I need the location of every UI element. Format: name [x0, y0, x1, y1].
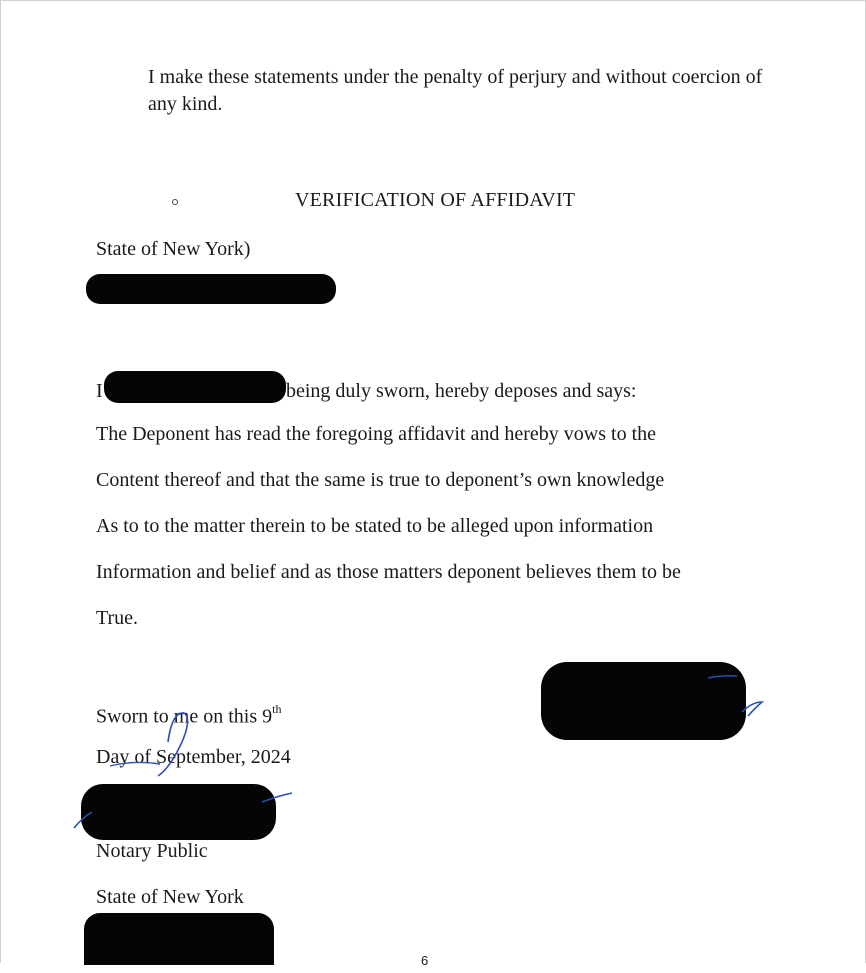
deponent-prefix: I	[96, 380, 103, 402]
redaction-notary-stamp	[84, 913, 274, 965]
intro-statement: I make these statements under the penalty of perjury and without coercion of any kind.	[148, 66, 763, 115]
body-line: Information and belief and as those matters deponent believes them to be	[96, 561, 681, 583]
redaction-deponent-name	[104, 371, 286, 403]
deponent-suffix: being duly sworn, hereby deposes and says:	[286, 380, 637, 402]
redaction-deponent-signature	[541, 662, 746, 740]
state-venue-line: State of New York)	[96, 238, 251, 260]
notary-title: Notary Public	[96, 840, 208, 862]
page-number: 6	[421, 953, 429, 968]
notary-state: State of New York	[96, 886, 244, 908]
sworn-month-year: Day of September, 2024	[96, 746, 291, 768]
body-line: The Deponent has read the foregoing affidavit and hereby vows to the	[96, 423, 656, 445]
sworn-date-line	[96, 699, 281, 729]
body-line: As to to the matter therein to be stated to be alleged upon information	[96, 515, 654, 537]
redaction-notary-signature	[81, 784, 276, 840]
bullet-marker	[172, 199, 178, 205]
sworn-text: Sworn to me on this 9	[96, 705, 273, 728]
body-line: True.	[96, 607, 139, 629]
ordinal-suffix: th	[272, 702, 282, 716]
verification-heading: VERIFICATION OF AFFIDAVIT	[295, 189, 576, 211]
redaction-county	[86, 274, 336, 304]
body-line: Content thereof and that the same is true to deponent’s own knowledge	[96, 469, 665, 491]
